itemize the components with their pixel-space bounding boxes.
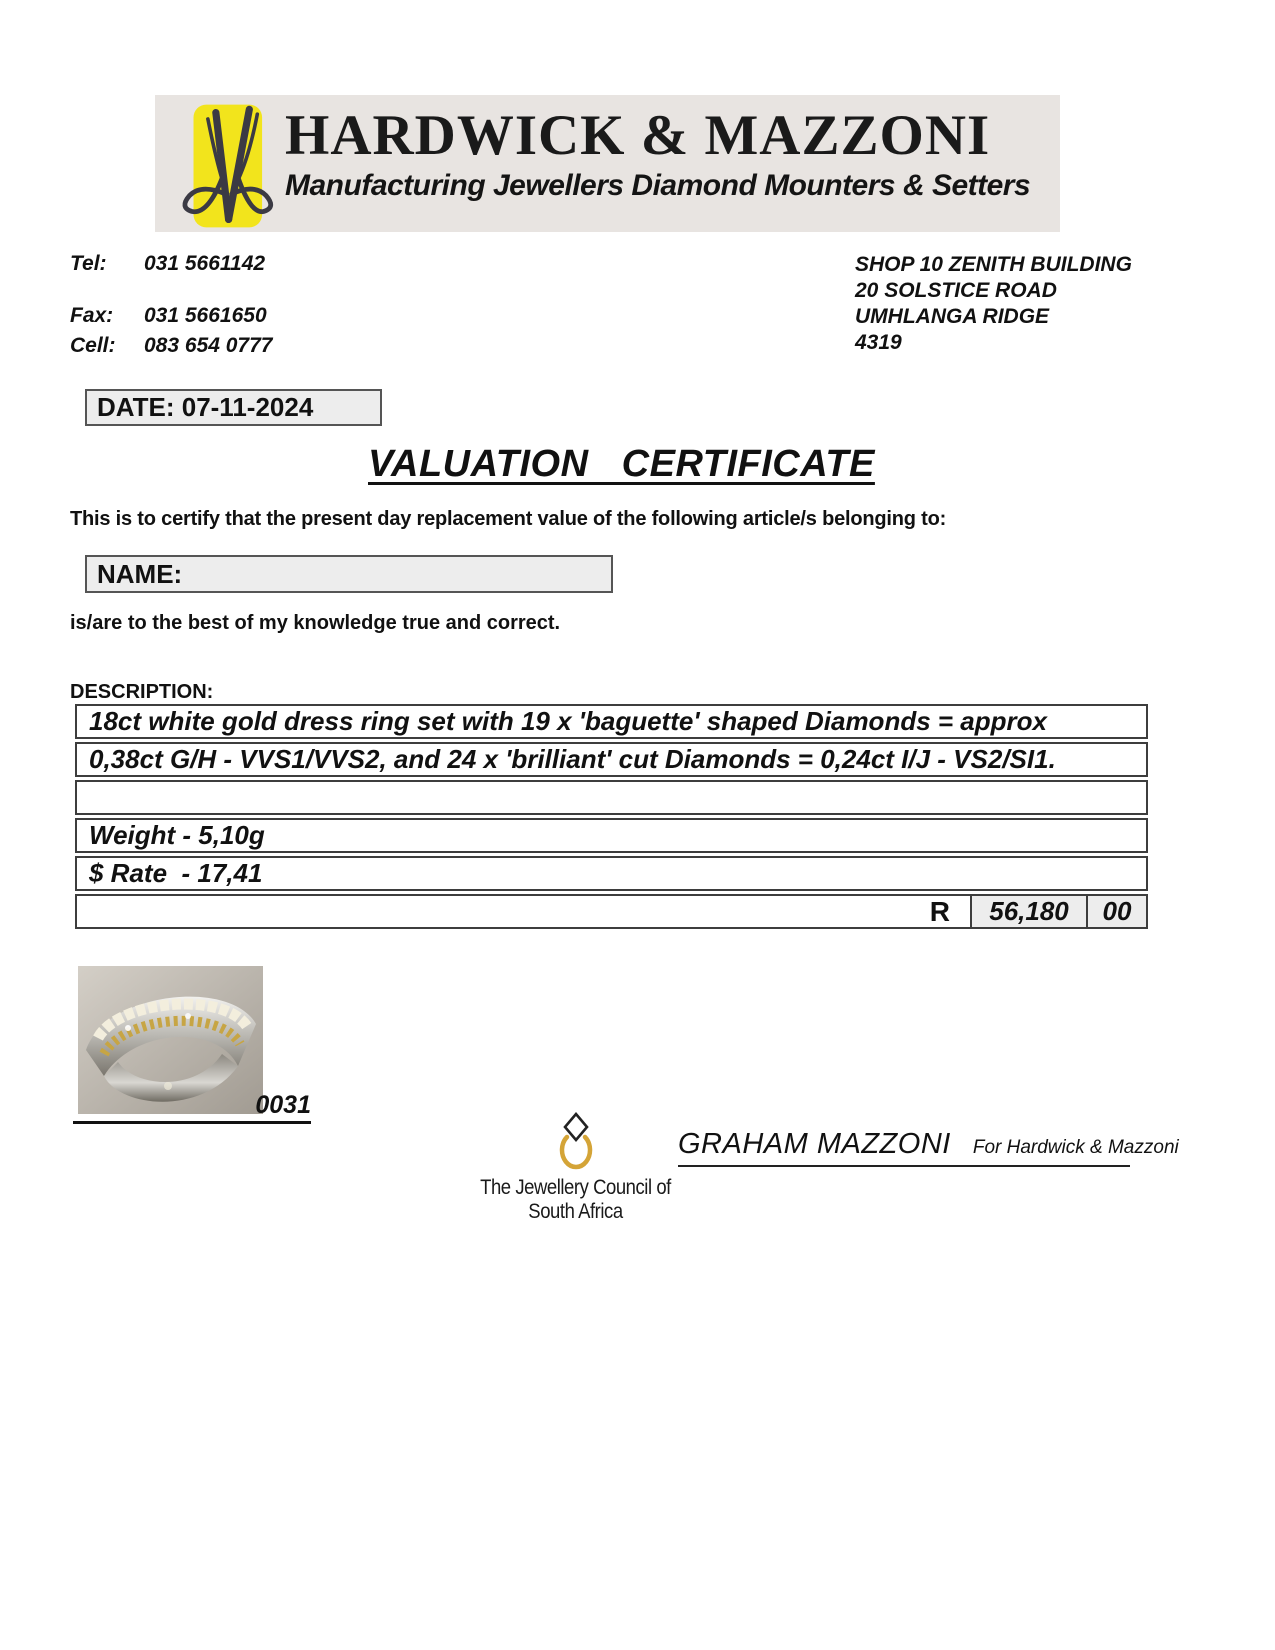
council-line1: The Jewellery Council of	[480, 1176, 671, 1199]
value-row	[75, 894, 1148, 929]
date-box: DATE: 07-11-2024	[85, 389, 382, 426]
fax-row	[70, 304, 272, 328]
address-block	[855, 252, 1132, 356]
description-table	[75, 704, 1148, 932]
description-row: Weight - 5,10g	[75, 818, 1148, 853]
address-line: 20 SOLSTICE ROAD	[855, 279, 1057, 302]
council-diamond-ring-icon	[545, 1112, 607, 1174]
company-monogram-icon	[163, 103, 291, 229]
tel-value: 031 5661142	[144, 252, 266, 275]
company-name: HARDWICK & MAZZONI	[285, 104, 991, 167]
council-text	[468, 1176, 684, 1224]
description-label: DESCRIPTION:	[70, 681, 214, 703]
certify-text: This is to certify that the present day replacement value of the following article/s belonging to:	[70, 508, 947, 530]
brand-block	[285, 103, 1055, 201]
signature-block	[678, 1128, 1179, 1167]
value-cents: 00	[1086, 896, 1146, 927]
address-line: SHOP 10 ZENITH BUILDING	[855, 253, 1132, 276]
address-line: 4319	[855, 331, 902, 354]
company-tagline: Manufacturing Jewellers Diamond Mounters & Setters	[285, 168, 1031, 202]
description-row	[75, 780, 1148, 815]
jewellery-council-logo	[453, 1112, 698, 1224]
cell-row	[70, 334, 272, 358]
photo-caption-line	[73, 1088, 311, 1124]
signature-name: GRAHAM MAZZONI	[678, 1128, 951, 1160]
council-line2: South Africa	[528, 1200, 623, 1223]
tel-row	[70, 252, 272, 276]
cell-label: Cell:	[70, 334, 116, 357]
address-line: UMHLANGA RIDGE	[855, 305, 1050, 328]
description-row: 0,38ct G/H - VVS1/VVS2, and 24 x 'brilliant' cut Diamonds = 0,24ct I/J - VS2/SI1.	[75, 742, 1148, 777]
knowledge-text: is/are to the best of my knowledge true and correct.	[70, 612, 561, 634]
certificate-title: VALUATION CERTIFICATE	[368, 443, 875, 485]
cell-value: 083 654 0777	[144, 334, 273, 357]
fax-label: Fax:	[70, 304, 114, 327]
contact-block	[70, 252, 272, 358]
name-box: NAME:	[85, 555, 613, 593]
currency-symbol: R	[929, 895, 950, 927]
description-row: 18ct white gold dress ring set with 19 x 'baguette' shaped Diamonds = approx	[75, 704, 1148, 739]
value-amount: 56,180	[970, 896, 1086, 927]
signature-for-text: For Hardwick & Mazzoni	[972, 1137, 1179, 1158]
photo-number: 0031	[255, 1091, 311, 1119]
description-row: $ Rate - 17,41	[75, 856, 1148, 891]
header-banner	[155, 95, 1060, 232]
tel-label: Tel:	[70, 252, 107, 275]
fax-value: 031 5661650	[144, 304, 267, 327]
